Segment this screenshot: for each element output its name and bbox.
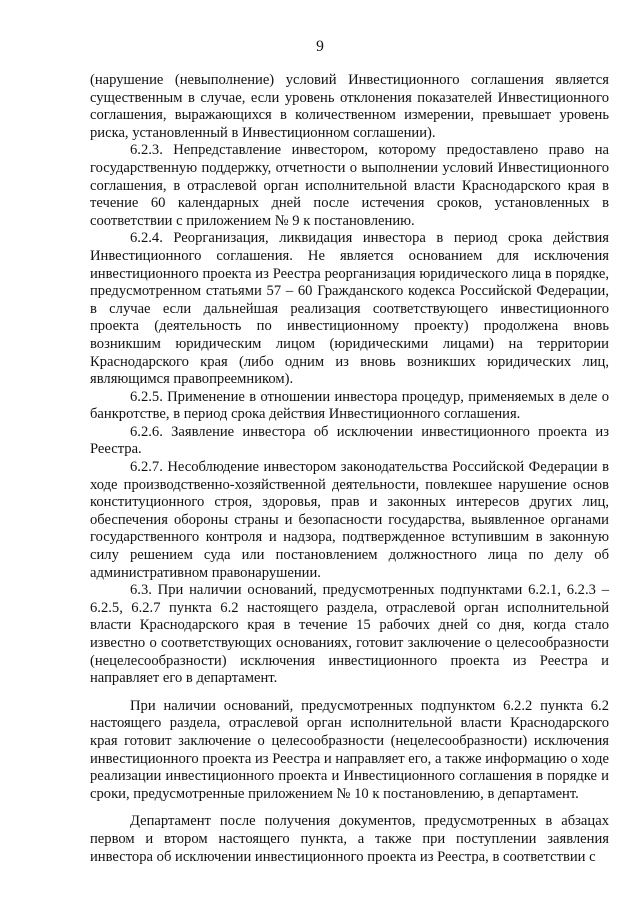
paragraph-continuation: (нарушение (невыполнение) условий Инвестиционного соглашения является существенным в случае, если уровень отклонения показателей Инвестиционного соглашения, выражающихся в количественном измерении, превышает уровень риска, установленный в Инвестиционном соглашении). [90, 72, 609, 141]
paragraph-6-3-second: При наличии оснований, предусмотренных подпунктом 6.2.2 пункта 6.2 настоящего раздела, отраслевой орган исполнительной власти Краснодарского края готовит заключение о целесообразности (нецелесообразности) исключения инвестиционного проекта из Реестра и направляет его, а также информацию о ходе реализации инвестиционного проекта и Инвестиционного соглашения в порядке и сроки, предусмотренные приложением № 10 к постановлению, в департамент. [90, 697, 609, 802]
paragraph-6-2-3: 6.2.3. Непредставление инвестором, которому предоставлено право на государственную поддержку, отчетности о выполнении условий Инвестиционного соглашения, в отраслевой орган исполнительной власти Краснодарского края в течение 60 календарных дней после истечения сроков, установленных в соответствии с приложением № 9 к постановлению. [90, 142, 609, 229]
paragraph-6-2-5: 6.2.5. Применение в отношении инвестора процедур, применяемых в деле о банкротстве, в период срока действия Инвестиционного соглашения. [90, 388, 609, 423]
paragraph-6-2-6: 6.2.6. Заявление инвестора об исключении инвестиционного проекта из Реестра. [90, 423, 609, 458]
paragraph-6-2-4: 6.2.4. Реорганизация, ликвидация инвестора в период срока действия Инвестиционного соглашения. Не является основанием для исключения инвестиционного проекта из Реестра реорганизация юридического лица в порядке, предусмотренном статьями 57 – 60 Гражданского кодекса Российской Федерации, в случае если дальнейшая реализация соответствующего инвестиционного проекта (деятельность по инвестиционному проекту) продолжена вновь возникшим юридическим лицом (юридическими лицами) на территории Краснодарского края (либо одним из вновь возникших юридических лиц, являющимся правопреемником). [90, 230, 609, 388]
paragraph-6-3: 6.3. При наличии оснований, предусмотренных подпунктами 6.2.1, 6.2.3 – 6.2.5, 6.2.7 пункта 6.2 настоящего раздела, отраслевой орган исполнительной власти Краснодарского края в течение 15 рабочих дней со дня, когда стало известно о соответствующих основаниях, готовит заключение о целесообразности (нецелесообразности) исключения инвестиционного проекта из Реестра и направляет его в департамент. [90, 582, 609, 687]
document-body [90, 72, 609, 866]
page-number: 9 [316, 38, 324, 55]
paragraph-6-2-7: 6.2.7. Несоблюдение инвестором законодательства Российской Федерации в ходе производственно-хозяйственной деятельности, повлекшее нарушение основ конституционного строя, здоровья, прав и законных интересов других лиц, обеспечения обороны страны и безопасности государства, выявленное органами государственного контроля и надзора, подтвержденное вступившим в законную силу решением суда или постановлением должностного лица по делу об административном правонарушении. [90, 459, 609, 581]
paragraph-6-3-third: Департамент после получения документов, предусмотренных в абзацах первом и втором настоящего пункта, а также при поступлении заявления инвестора об исключении инвестиционного проекта из Реестра, в соответствии с [90, 813, 609, 865]
